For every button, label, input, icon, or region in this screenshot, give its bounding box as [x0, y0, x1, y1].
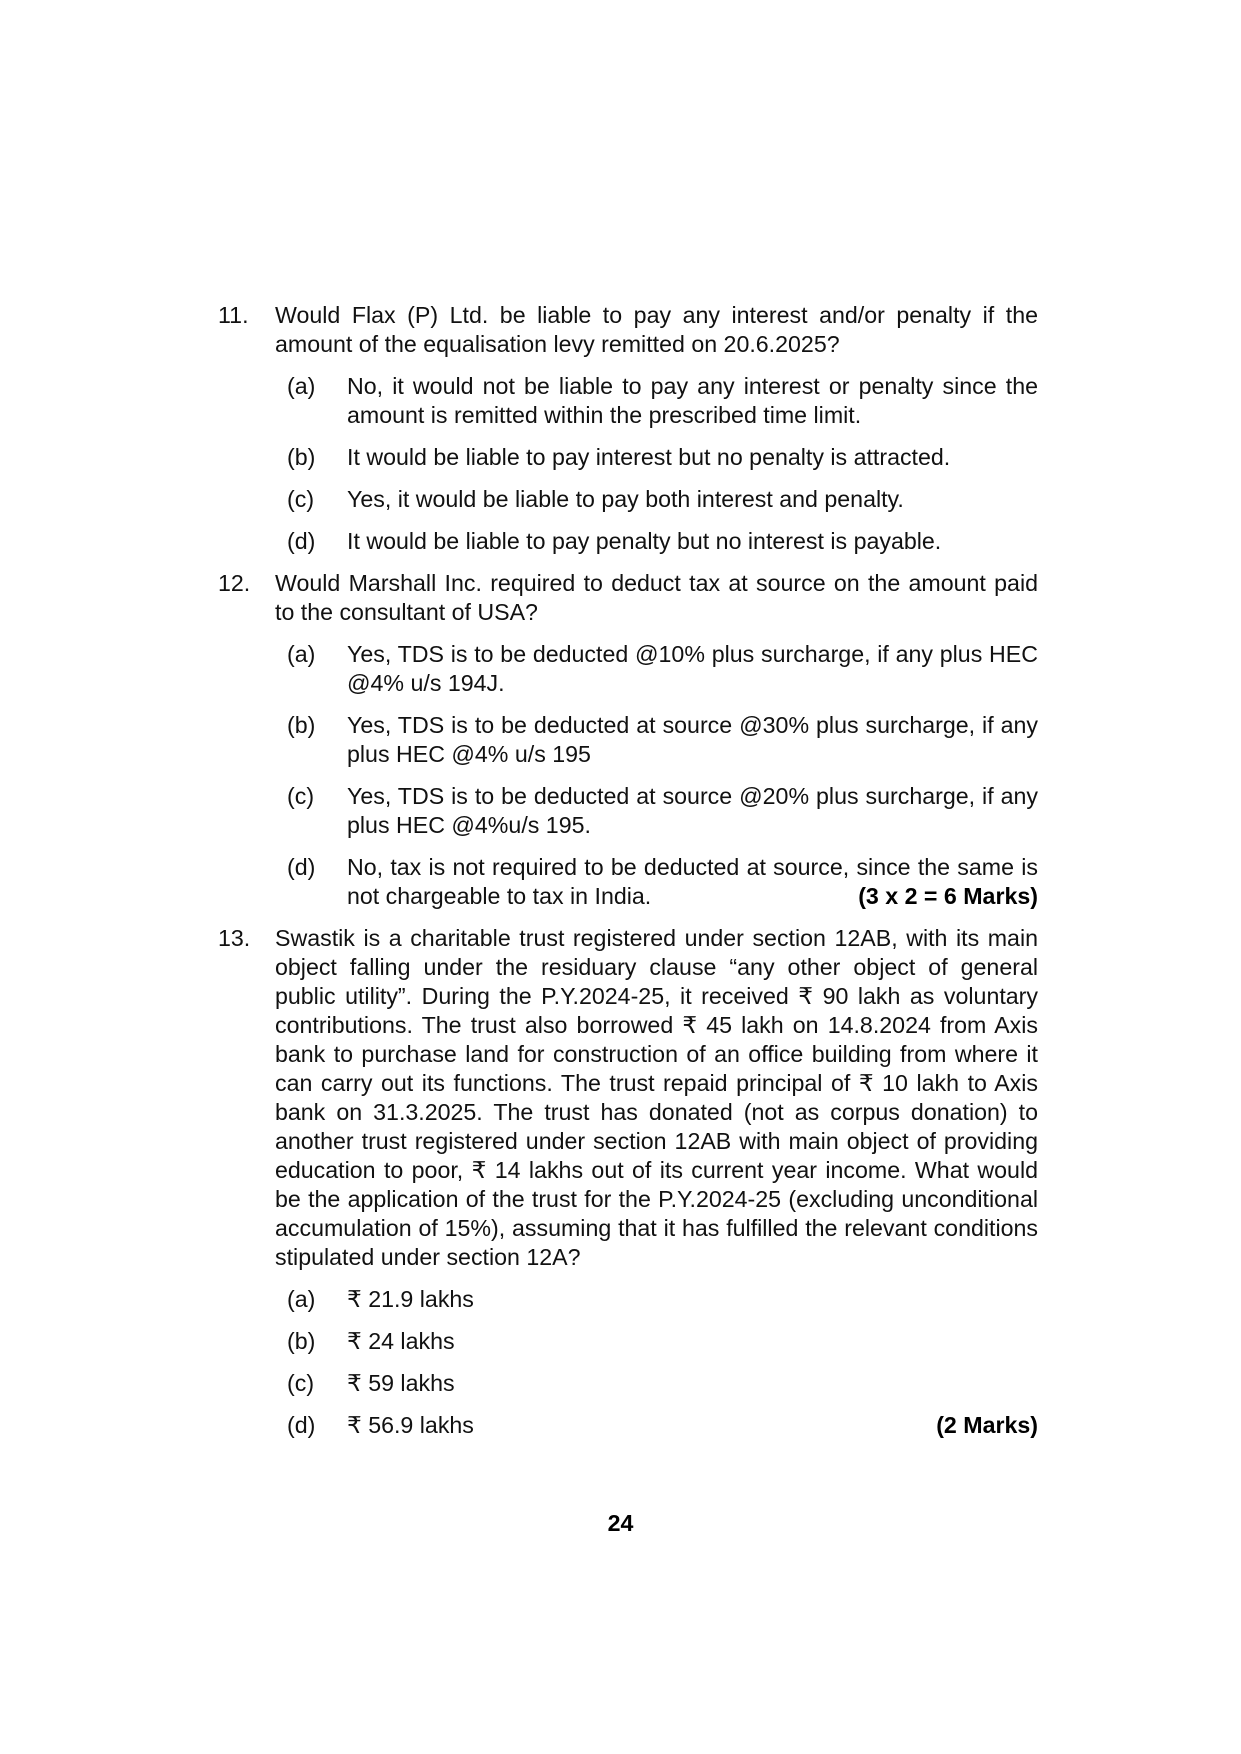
options-list [287, 1285, 1038, 1440]
option-d [287, 853, 1038, 911]
option-text [347, 640, 1038, 698]
options-list [287, 640, 1038, 911]
question-row [218, 301, 1038, 359]
option-text-body: It would be liable to pay penalty but no interest is payable. [347, 528, 942, 554]
option-text-body: ₹ 24 lakhs [347, 1328, 455, 1354]
option-text-body: No, it would not be liable to pay any interest or penalty since the amount is remitted within the prescribed time limit. [347, 373, 1038, 428]
option-text [347, 853, 1038, 911]
option-text [347, 1369, 1038, 1398]
option-text [347, 372, 1038, 430]
option-text [347, 1327, 1038, 1356]
option-b [287, 443, 1038, 472]
option-label: (a) [287, 373, 316, 399]
option-text [347, 782, 1038, 840]
marks-annotation: (2 Marks) [936, 1412, 1038, 1438]
question-11 [218, 301, 1038, 556]
question-number: 12. [218, 570, 251, 596]
option-label: (d) [287, 528, 316, 554]
question-number: 11. [218, 302, 249, 328]
option-b [287, 711, 1038, 769]
option-a [287, 1285, 1038, 1314]
option-label: (b) [287, 712, 316, 738]
question-text: Would Marshall Inc. required to deduct tax at source on the amount paid to the consultant of USA? [275, 570, 1038, 625]
option-text-body: Yes, it would be liable to pay both interest and penalty. [347, 486, 904, 512]
option-text-body: ₹ 21.9 lakhs [347, 1286, 474, 1312]
page-footer [0, 1509, 1241, 1538]
option-a [287, 372, 1038, 430]
option-text-body: ₹ 59 lakhs [347, 1370, 455, 1396]
option-text-body: Yes, TDS is to be deducted @10% plus surcharge, if any plus HEC @4% u/s 194J. [347, 641, 1038, 696]
question-row [218, 569, 1038, 627]
option-label: (b) [287, 444, 316, 470]
marks-annotation: (3 x 2 = 6 Marks) [858, 883, 1038, 909]
option-label: (a) [287, 1286, 316, 1312]
option-b [287, 1327, 1038, 1356]
question-row [218, 924, 1038, 1272]
page-number: 24 [607, 1510, 634, 1536]
question-number: 13. [218, 925, 251, 951]
option-label: (c) [287, 1370, 315, 1396]
question-13 [218, 924, 1038, 1440]
option-label: (a) [287, 641, 316, 667]
option-text-body: It would be liable to pay interest but no penalty is attracted. [347, 444, 951, 470]
question-text: Would Flax (P) Ltd. be liable to pay any interest and/or penalty if the amount of the equalisation levy remitted on 20.6.2025? [275, 302, 1038, 357]
option-text-body: Yes, TDS is to be deducted at source @20% plus surcharge, if any plus HEC @4%u/s 195. [347, 783, 1038, 838]
option-d [287, 1411, 1038, 1440]
option-label: (d) [287, 1412, 316, 1438]
option-d [287, 527, 1038, 556]
option-text-body: No, tax is not required to be deducted at source, since the same is not chargeable to tax in India. [347, 854, 1038, 909]
option-text-body: ₹ 56.9 lakhs [347, 1412, 474, 1438]
option-label: (c) [287, 783, 315, 809]
option-text [347, 1411, 1038, 1440]
option-label: (d) [287, 854, 316, 880]
option-text [347, 485, 1038, 514]
option-text-body: Yes, TDS is to be deducted at source @30% plus surcharge, if any plus HEC @4% u/s 195 [347, 712, 1038, 767]
question-list [218, 301, 1038, 1453]
option-text [347, 1285, 1038, 1314]
option-text [347, 443, 1038, 472]
option-label: (b) [287, 1328, 316, 1354]
option-text [347, 711, 1038, 769]
option-text [347, 527, 1038, 556]
option-c [287, 1369, 1038, 1398]
question-12 [218, 569, 1038, 911]
option-a [287, 640, 1038, 698]
option-c [287, 782, 1038, 840]
question-text: Swastik is a charitable trust registered under section 12AB, with its main object falling under the residuary clause “any other object of general public utility”. During the P.Y.2024-25, it received ₹ 90 lakh as voluntary contributions. The trust also borrowed ₹ 45 lakh on 14.8.2024 from Axis bank to purchase land for construction of an office building from where it can carry out its functions. The trust repaid principal of ₹ 10 lakh to Axis bank on 31.3.2025. The trust has donated (not as corpus donation) to another trust registered under section 12AB with main object of providing education to poor, ₹ 14 lakhs out of its current year income. What would be the application of the trust for the P.Y.2024-25 (excluding unconditional accumulation of 15%), assuming that it has fulfilled the relevant conditions stipulated under section 12A? [275, 925, 1038, 1270]
options-list [287, 372, 1038, 556]
option-c [287, 485, 1038, 514]
option-label: (c) [287, 486, 315, 512]
